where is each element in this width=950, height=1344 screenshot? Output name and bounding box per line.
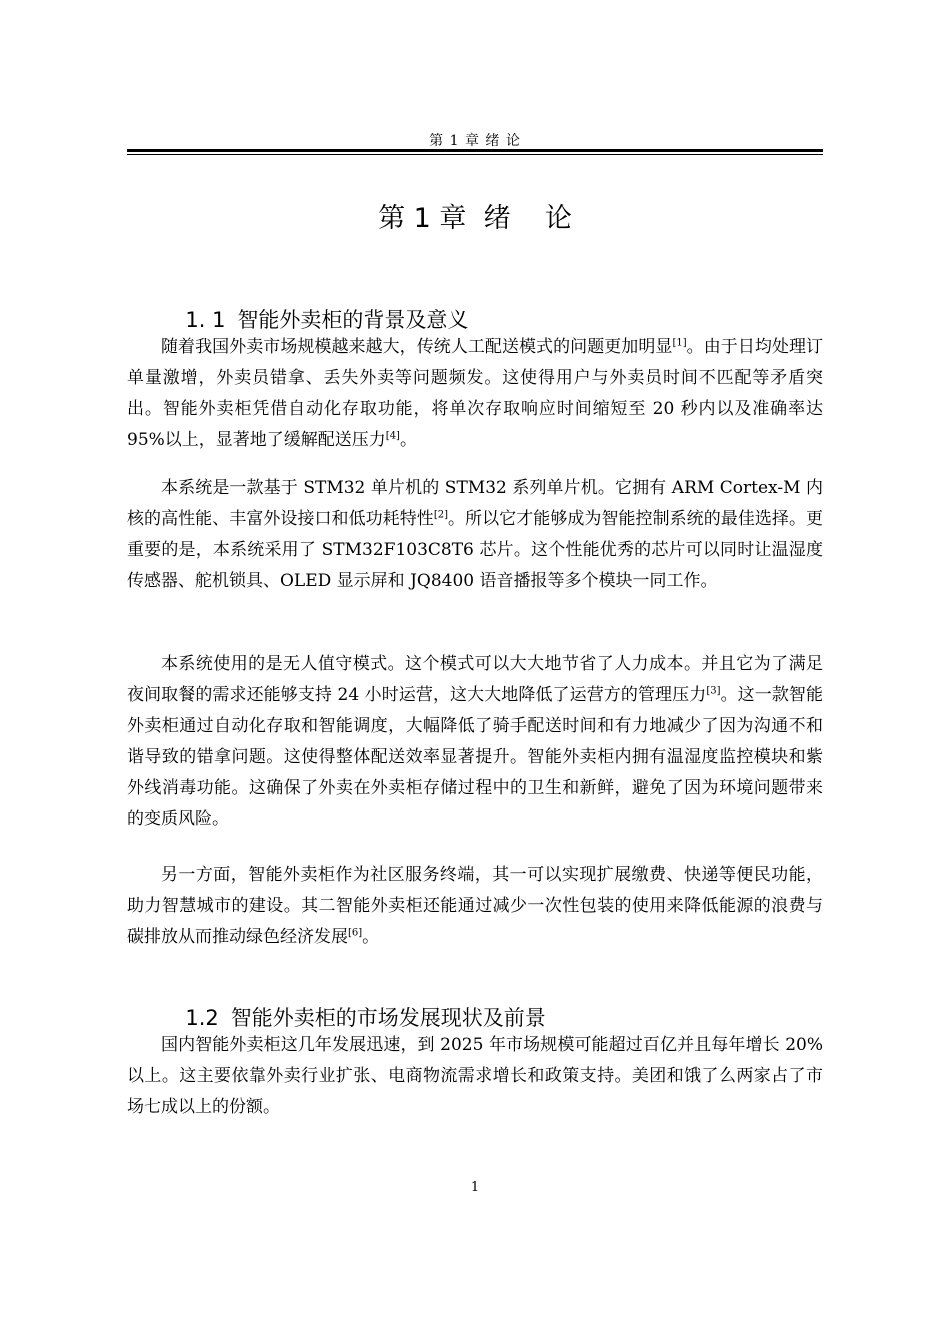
paragraph-unattended [127, 649, 823, 835]
paragraph-text: 。所以它才能够成为智能控制系统的最佳选择。更重要的是，本系统采用了 STM32F103C8T6 芯片。这个性能优秀的芯片可以同时让温湿度传感器、舵机锁具、OLED 显示屏和 JQ8400 语音播报等多个模块一同工作。 [127, 509, 824, 591]
section-title: 智能外卖柜的背景及意义 [237, 308, 469, 332]
paragraph-background [127, 332, 823, 456]
paragraph-text: 。这一款智能外卖柜通过自动化存取和智能调度，大幅降低了骑手配送时间和有力地减少了因为沟通不和谐导致的错拿问题。这使得整体配送效率显著提升。智能外卖柜内拥有温湿度监控模块和紫外线消毒功能。这确保了外卖在外卖柜存储过程中的卫生和新鲜，避免了因为环境问题带来的变质风险。 [127, 685, 823, 829]
paragraph-text: 另一方面，智能外卖柜作为社区服务终端，其一可以实现扩展缴费、快递等便民功能，助力智慧城市的建设。其二智能外卖柜还能通过减少一次性包装的使用来降低能源的浪费与碳排放从而推动绿色经济发展 [127, 865, 823, 947]
paragraph-text: 国内智能外卖柜这几年发展迅速，到 2025 年市场规模可能超过百亿并且每年增长 20%以上。这主要依靠外卖行业扩张、电商物流需求增长和政策支持。美团和饿了么两家占了市场七成以上的份额。 [127, 1035, 823, 1117]
section-title: 智能外卖柜的市场发展现状及前景 [230, 1006, 546, 1030]
paragraph-text: 。由于日均处理订单量激增，外卖员错拿、丢失外卖等问题频发。这使得用户与外卖员时间不匹配等矛盾突出。智能外卖柜凭借自动化存取功能，将单次存取响应时间缩短至 20 秒内以及准确率达 95%以上，显著地了缓解配送压力 [127, 337, 824, 450]
citation-ref[interactable]: [6] [348, 927, 363, 939]
header-rule-thick [127, 149, 823, 152]
paragraph-text: 。 [362, 927, 380, 947]
section-heading-1-1 [172, 280, 468, 334]
paragraph-stm32 [127, 473, 823, 597]
running-header: 第 1 章 绪 论 [429, 133, 521, 149]
page-number: 1 [470, 1180, 480, 1195]
paragraph-community [127, 860, 823, 953]
section-number: 1. 1 [185, 308, 226, 332]
section-number: 1.2 [185, 1006, 219, 1030]
citation-ref[interactable]: [1] [672, 337, 687, 349]
citation-ref[interactable]: [2] [433, 509, 448, 521]
citation-ref[interactable]: [3] [706, 685, 721, 697]
header-rule-thin [127, 154, 823, 155]
chapter-title: 第 1 章 绪 论 [378, 203, 572, 234]
paragraph-text: 。 [399, 430, 417, 450]
citation-ref[interactable]: [4] [385, 430, 400, 442]
section-heading-1-2 [172, 978, 546, 1032]
paragraph-market [127, 1030, 823, 1123]
paragraph-text: 本系统是一款基于 STM32 单片机的 STM32 系列单片机。它拥有 ARM Cortex-M 内核的高性能、丰富外设接口和低功耗特性 [127, 478, 823, 529]
paragraph-text: 本系统使用的是无人值守模式。这个模式可以大大地节省了人力成本。并且它为了满足夜间取餐的需求还能够支持 24 小时运营，这大大地降低了运营方的管理压力 [127, 654, 823, 705]
paragraph-text: 随着我国外卖市场规模越来越大，传统人工配送模式的问题更加明显 [161, 337, 673, 357]
